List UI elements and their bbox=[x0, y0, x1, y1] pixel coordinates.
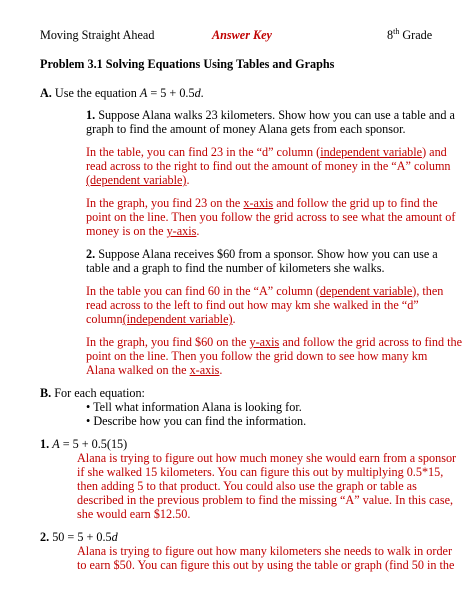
item-1-answer-line2: if she walked 15 kilometers. You can figure this out by multiplying 0.5*15, bbox=[77, 465, 444, 479]
part-b-bullet-1: • Tell what information Alana is looking for. bbox=[86, 400, 302, 414]
answer-a1-graph-line3: money is on the y-axis. bbox=[86, 224, 200, 238]
header-left: Moving Straight Ahead bbox=[40, 28, 155, 42]
answer-a1-table-line3: (dependent variable). bbox=[86, 173, 190, 187]
part-b-bullet-2: • Describe how you can find the information. bbox=[86, 414, 307, 428]
question-a2-line1: 2. Suppose Alana receives $60 from a sponsor. Show how you can use a bbox=[86, 247, 438, 261]
item-1-answer-line5: she would earn $12.50. bbox=[77, 507, 191, 521]
answer-a1-graph-line2: point on the line. Then you follow the grid across to see what the amount of bbox=[86, 210, 456, 224]
item-2-equation: 2. 50 = 5 + 0.5d bbox=[40, 530, 118, 544]
answer-a2-graph-line2: point on the line. Then you follow the grid down to see how many km bbox=[86, 349, 428, 363]
header-right: 8th Grade bbox=[387, 26, 433, 42]
answer-a2-table-line2: read across to the left to find out how may km she walked in the “d” bbox=[86, 298, 419, 312]
answer-a2-graph-line1: In the graph, you find $60 on the y-axis and follow the grid across to find the bbox=[86, 335, 463, 349]
part-a-intro: A. Use the equation A = 5 + 0.5d. bbox=[40, 86, 204, 100]
question-a2-line2: table and a graph to find the number of kilometers she walks. bbox=[86, 261, 385, 275]
answer-a1-table-line1: In the table, you can find 23 in the “d” column (independent variable) and bbox=[86, 145, 447, 159]
answer-a1-table-line2: read across to the right to find out the amount of money in the “A” column bbox=[86, 159, 451, 173]
item-1-equation: 1. A = 5 + 0.5(15) bbox=[40, 437, 128, 451]
answer-a2-table-line1: In the table you can find 60 in the “A” column (dependent variable), then bbox=[86, 284, 444, 298]
answer-a2-graph-line3: Alana walked on the x-axis. bbox=[86, 363, 223, 377]
answer-a1-graph-line1: In the graph, you find 23 on the x-axis and follow the grid up to find the bbox=[86, 196, 438, 210]
header-center: Answer Key bbox=[212, 28, 272, 42]
question-a1-line2: graph to find the amount of money Alana gets from each sponsor. bbox=[86, 122, 406, 136]
item-1-answer-line1: Alana is trying to figure out how much money she would earn from a sponsor bbox=[77, 451, 457, 465]
item-2-answer-line2: to earn $50. You can figure this out by using the table or graph (find 50 in the bbox=[77, 558, 455, 572]
item-1-answer-line4: described in the previous problem to find the missing “A” value. In this case, bbox=[77, 493, 454, 507]
answer-a2-table-line3: column(independent variable). bbox=[86, 312, 236, 326]
question-a1-line1: 1. Suppose Alana walks 23 kilometers. Show how you can use a table and a bbox=[86, 108, 455, 122]
item-2-answer-line1: Alana is trying to figure out how many kilometers she needs to walk in order bbox=[77, 544, 453, 558]
page-title: Problem 3.1 Solving Equations Using Tables and Graphs bbox=[40, 57, 335, 71]
part-b-intro: B. For each equation: bbox=[40, 386, 145, 400]
item-1-answer-line3: then adding 5 to that product. You could also use the graph or table as bbox=[77, 479, 417, 493]
